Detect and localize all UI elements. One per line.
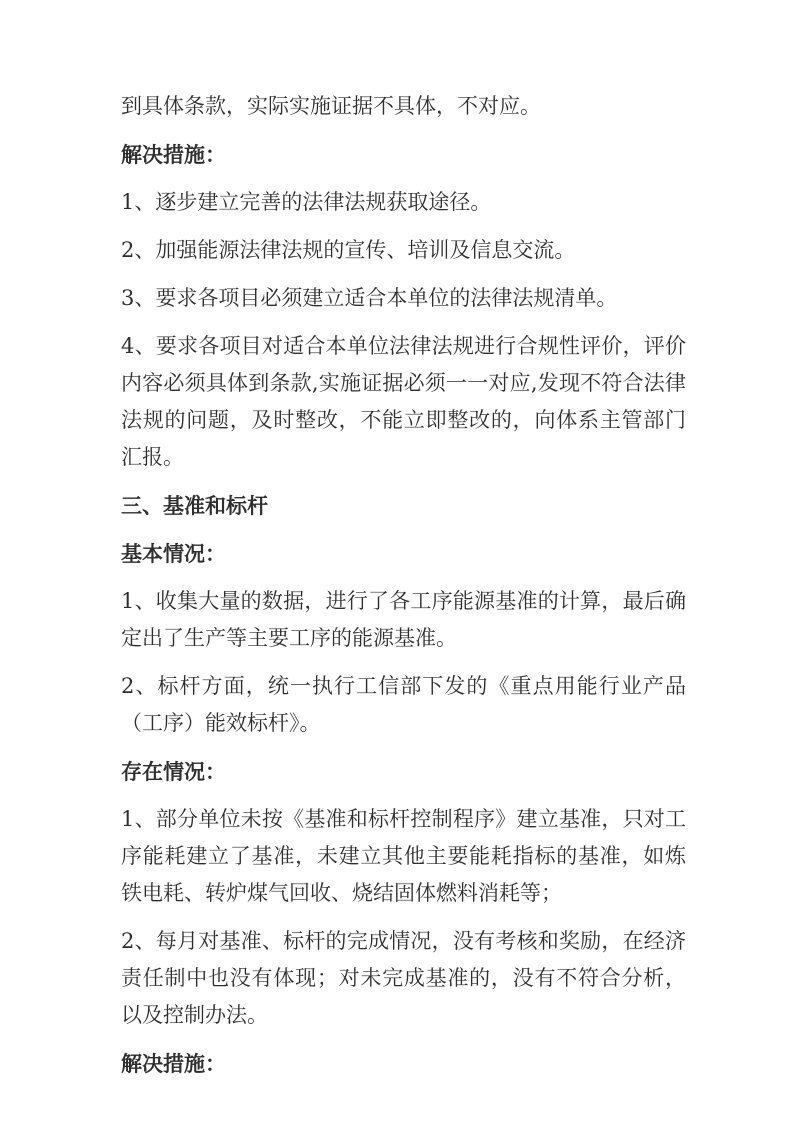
paragraph: 2、加强能源法律法规的宣传、培训及信息交流。 xyxy=(121,238,576,262)
paragraph: 1、部分单位未按《基准和标杆控制程序》建立基准，只对工序能耗建立了基准，未建立其他主要能耗指标的基准，如炼铁电耗、转炉煤气回收、烧结固体燃料消耗等； xyxy=(121,807,686,905)
section-heading: 解决措施： xyxy=(121,1051,226,1076)
paragraph: 1、收集大量的数据，进行了各工序能源基准的计算，最后确定出了生产等主要工序的能源基准。 xyxy=(121,589,686,650)
paragraph: 4、要求各项目对适合本单位法律法规进行合规性评价，评价内容必须具体到条款,实施证据必须一一对应,发现不符合法律法规的问题，及时整改，不能立即整改的，向体系主管部门汇报。 xyxy=(121,334,686,469)
paragraph: 2、每月对基准、标杆的完成情况，没有考核和奖励，在经济责任制中也没有体现；对未完成基准的，没有不符合分析，以及控制办法。 xyxy=(121,929,686,1027)
paragraph: 到具体条款，实际实施证据不具体，不对应。 xyxy=(121,94,541,118)
section-heading: 存在情况： xyxy=(121,759,226,784)
section-heading: 基本情况： xyxy=(121,541,226,566)
document-body xyxy=(121,88,686,1082)
section-heading: 三、基准和标杆 xyxy=(121,493,268,518)
paragraph: 3、要求各项目必须建立适合本单位的法律法规清单。 xyxy=(121,286,618,310)
paragraph: 2、标杆方面，统一执行工信部下发的《重点用能行业产品（工序）能效标杆》。 xyxy=(121,674,686,735)
section-heading: 解决措施： xyxy=(121,142,226,167)
paragraph: 1、逐步建立完善的法律法规获取途径。 xyxy=(121,190,492,214)
